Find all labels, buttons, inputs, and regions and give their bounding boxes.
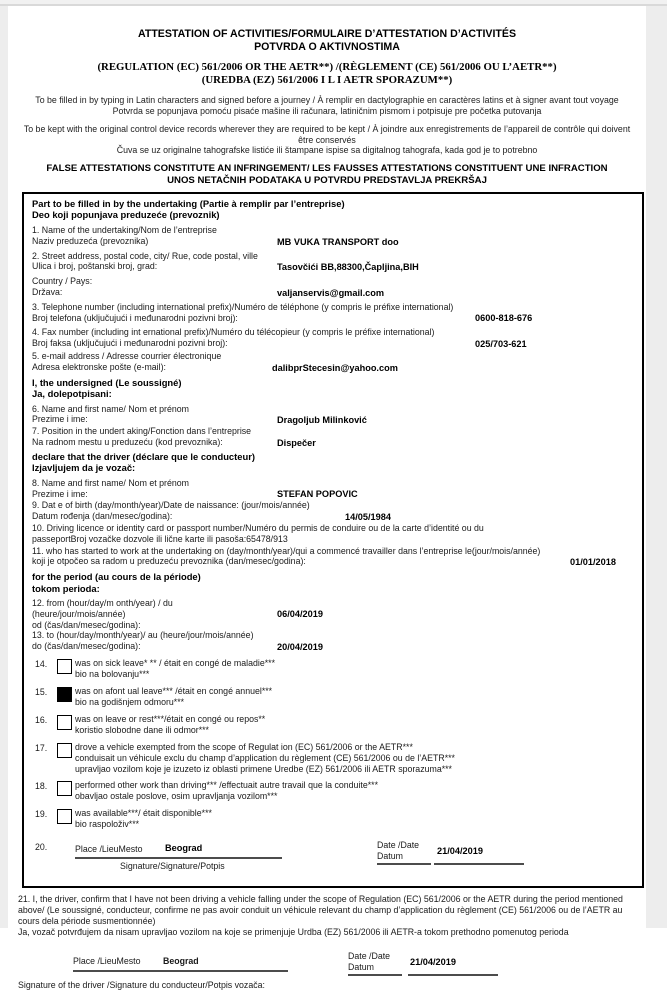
item-20-number: 20. xyxy=(35,842,48,853)
footer-signature-label: Signature of the driver /Signature du conducteur/Potpis vozača: xyxy=(18,979,265,990)
undertaking-form-box xyxy=(22,192,644,889)
section-declare-sr: Izjavljujem da je vozač: xyxy=(32,462,136,474)
section-period-en: for the period (au cours de la période) xyxy=(32,571,201,583)
checkbox-item-text xyxy=(75,808,634,830)
date-label-1: Date /Date xyxy=(377,840,420,851)
field-5-email: 5. e-mail address / Adresse courrier électronique Adresa elektronske pošte (e-mail): dalibprStecesin@yahoo.com xyxy=(32,350,398,373)
section-period-sr: tokom perioda: xyxy=(32,582,100,594)
activity-checkbox[interactable] xyxy=(57,715,72,730)
field-1-value: MB VUKA TRANSPORT doo xyxy=(277,236,399,247)
checkbox-item-label: conduisait un véhicule exclu du champ d’application du règlement (CE) 561/2006 ou de l’AETR*** xyxy=(75,752,455,763)
field-9-value: 14/05/1984 xyxy=(345,511,391,522)
checkbox-item-label: obavljao ostale poslove, osim upravljanja vozilom*** xyxy=(75,791,278,802)
checkbox-item-text xyxy=(75,742,634,774)
instruction-note-1b: Potvrda se popunjava pomoću pisaće mašine ili računara, latiničnim pismom i potpisuje pre početka putovanja xyxy=(112,105,542,116)
field-5-value: dalibprStecesin@yahoo.com xyxy=(272,362,398,373)
part-heading-sr: Deo koji popunjava preduzeće (prevoznik) xyxy=(32,209,220,221)
field-7-value: Dispečer xyxy=(277,437,316,448)
checkbox-item-text xyxy=(75,686,634,708)
field-13-to: 13. to (hour/day/month/year)/ au (heure/jour/mois/année) do (čas/dan/mesec/godina): 20/04/2019 xyxy=(32,630,323,653)
place-value: Beograd xyxy=(165,843,203,854)
checkbox-item-text xyxy=(75,658,634,680)
false-attestation-warning-1: FALSE ATTESTATIONS CONSTITUTE AN INFRINGEMENT/ LES FAUSSES ATTESTATIONS CONSTITUENT UNE INFRACTION xyxy=(46,162,608,174)
field-3-value: 0600-818-676 xyxy=(475,313,533,324)
checkbox-item-label: was on sick leave* ** / était en congé de maladie*** xyxy=(75,658,276,669)
checkbox-item xyxy=(32,780,634,802)
instruction-note-1a: To be filled in by typing in Latin characters and signed before a journey / À remplir en dactylographie en caractères latins et à signer avant tout voyage xyxy=(35,95,619,105)
field-2-street-address: 2. Street address, postal code, city/ Rue, code postal, ville Ulica i broj, poštanski broj, grad: Tasovčići BB,88300,Čapljina,BIH xyxy=(32,250,419,273)
date-underline[interactable] xyxy=(434,863,524,865)
instruction-note-2c: Čuva se uz originalne tahografske listiće ili štampane ispise sa digitalnog tahografa, kada god je to potrebno xyxy=(116,145,538,156)
footer-place-underline[interactable] xyxy=(73,970,288,972)
instruction-note-2b: être conservés xyxy=(298,134,356,145)
checkbox-item-number: 15. xyxy=(35,687,48,698)
field-9-birth-date: 9. Dat e of birth (day/month/year)/Date de naissance: (jour/mois/année) Datum rođenja (dan/mesec/godina): 14/05/1984 xyxy=(32,500,391,522)
footer-date-label-2: Datum xyxy=(348,961,374,972)
part-heading-en: Part to be filled in by the undertaking (Partie à remplir par l’entreprise) xyxy=(32,197,345,209)
field-10-licence-number: 10. Driving licence or identity card or passport number/Numéro du permis de conduire ou de la carte d’identité ou du passeportBroj vozačke dozvole ili lične karte ili pasoša:65478/913 xyxy=(32,522,484,544)
checkbox-item-label: bio raspoloživ*** xyxy=(75,819,140,830)
paragraph-21: 21. I, the driver, confirm that I have not been driving a vehicle falling under the scope of Regulation (EC) 561/2006 or the AETR during the period mentioned above/ (Le soussigné, conducteur, confirme ne pas avoir conduit un véhicule relevant du champ d’application du règlement (CE) 561/2006 ou de l’AETR au cours dela période susmentionnée) Ja, vozač potvrđujem da nisam upravljao vozilom na koje se primenjuje Urdba (EZ) 561/2006 ili AETR-a tokom prethodno pomenutog perioda xyxy=(18,894,623,937)
field-11-value: 01/01/2018 xyxy=(570,557,616,568)
field-6-name: 6. Name and first name/ Nom et prénom Prezime i ime: Dragoljub Milinković xyxy=(32,403,367,426)
checkbox-item-number: 17. xyxy=(35,743,48,754)
section-declare-en: declare that the driver (déclare que le conducteur) xyxy=(32,450,255,462)
field-8-value: STEFAN POPOVIC xyxy=(277,489,358,500)
field-2-value: Tasovčići BB,88300,Čapljina,BIH xyxy=(277,262,419,273)
field-country: Country / Pays: Država: valjanservis@gmail.com xyxy=(32,276,385,298)
regulation-line-1: (REGULATION (EC) 561/2006 OR THE AETR**) /(RÈGLEMENT (CE) 561/2006 OU L’AETR**) xyxy=(97,61,557,73)
checkbox-item-number: 16. xyxy=(35,715,48,726)
checkbox-item xyxy=(32,808,634,830)
checkbox-item-number: 14. xyxy=(35,659,48,670)
place-underline[interactable] xyxy=(75,857,282,859)
date-label-underline xyxy=(377,863,431,865)
checkbox-item-text xyxy=(75,780,634,802)
checkbox-item xyxy=(32,658,634,680)
regulation-line-2: (UREDBA (EZ) 561/2006 I L I AETR SPORAZUM**) xyxy=(201,74,453,86)
document-title-en-fr: ATTESTATION OF ACTIVITIES/FORMULAIRE D’ATTESTATION D’ACTIVITÉS xyxy=(137,28,517,40)
field-4-fax: 4. Fax number (including int ernational prefix)/Numéro du télécopieur (y compris le préfixe international) Broj faksa (uključujući i međunarodni pozivni broj): 025/703-621 xyxy=(32,327,527,349)
section-undersigned-sr: Ja, dolepotpisani: xyxy=(32,388,112,400)
footer-place-label: Place /LieuMesto xyxy=(73,955,141,966)
field-20-place-date xyxy=(32,840,634,880)
activity-checkbox[interactable] xyxy=(57,809,72,824)
document-title-sr: POTVRDA O AKTIVNOSTIMA xyxy=(254,41,400,53)
signature-label: Signature/Signature/Potpis xyxy=(120,861,225,872)
field-12-value: 06/04/2019 xyxy=(277,608,323,619)
field-country-value: valjanservis@gmail.com xyxy=(277,287,385,298)
false-attestation-warning-2: UNOS NETAČNIH PODATAKA U POTVRDU PREDSTAVLJA PREKRŠAJ xyxy=(167,174,487,186)
checkbox-item xyxy=(32,686,634,708)
checkbox-item-label: bio na bolovanju*** xyxy=(75,668,150,679)
date-value: 21/04/2019 xyxy=(437,846,483,857)
field-8-driver-name: 8. Name and first name/ Nom et prénom Prezime i ime: STEFAN POPOVIC xyxy=(32,477,358,500)
checkbox-item xyxy=(32,714,634,736)
scan-edge-right xyxy=(646,0,667,928)
field-7-position: 7. Position in the undert aking/Fonction dans l’entreprise Na radnom mestu u preduzeću (kod prevoznika): Dispečer xyxy=(32,426,316,448)
document-page xyxy=(8,6,646,1006)
field-13-value: 20/04/2019 xyxy=(277,642,323,653)
checkbox-item-label: koristio slobodne dane ili odmor*** xyxy=(75,724,209,735)
checkbox-item-number: 19. xyxy=(35,809,48,820)
field-3-telephone: 3. Telephone number (including international prefix)/Numéro de téléphone (y compris le préfixe international) Broj telefona (uključujući i međunarodni pozivni broj): 0600-818-676 xyxy=(32,301,533,324)
scan-edge-top xyxy=(0,0,667,6)
checkbox-list xyxy=(32,658,634,830)
field-4-value: 025/703-621 xyxy=(475,338,527,349)
footer-date-underline[interactable] xyxy=(408,974,498,976)
field-11-work-start: 11. who has started to work at the undertaking on (day/month/year)/qui a commencé travailler dans l’entreprise le(jour/mois/année) koji je otpočeo sa radom u preduzeću prevoznika (dan/mesec/godina): 01/01/2018 xyxy=(32,545,616,568)
instruction-note-2a: To be kept with the original control device records wherever they are required to be kept / À joindre aux enregistrements de l’appareil de contrôle qui doivent xyxy=(23,124,631,135)
checkbox-item-label: performed other work than driving*** /effectuait autre travail que la conduite*** xyxy=(75,780,379,791)
footer-date-label-1: Date /Date xyxy=(348,950,391,961)
footer-place-value: Beograd xyxy=(163,955,199,966)
checkbox-item-label: drove a vehicle exempted from the scope of Regulat ion (EC) 561/2006 or the AETR*** xyxy=(75,742,413,753)
section-undersigned-en: I, the undersigned (Le soussigné) xyxy=(32,376,182,388)
checkbox-item-label: was on afont ual leave*** /était en congé annuel*** xyxy=(75,686,273,697)
activity-checkbox[interactable] xyxy=(57,743,72,758)
field-6-value: Dragoljub Milinković xyxy=(277,415,367,426)
driver-signature-block xyxy=(18,948,636,1006)
activity-checkbox[interactable] xyxy=(57,687,72,702)
checkbox-item xyxy=(32,742,634,774)
field-1-undertaking-name: 1. Name of the undertaking/Nom de l’entreprise Naziv preduzeća (prevoznika) MB VUKA TRANSPORT doo xyxy=(32,224,399,247)
checkbox-item-label: upravljao vozilom koje je izuzeto iz oblasti primene Uredbe (EZ) 561/2006 ili AETR sporazuma*** xyxy=(75,763,452,774)
checkbox-item-label: was on leave or rest***/était en congé ou repos** xyxy=(75,714,266,725)
date-label-2: Datum xyxy=(377,851,403,862)
checkbox-item-text xyxy=(75,714,634,736)
checkbox-item-label: was available***/ était disponible*** xyxy=(75,808,212,819)
footer-date-label-underline xyxy=(348,974,402,976)
activity-checkbox[interactable] xyxy=(57,659,72,674)
place-label: Place /LieuMesto xyxy=(75,844,143,855)
field-12-from: 12. from (hour/day/m onth/year) / du (heure/jour/mois/année) od (čas/dan/mesec/godina): 06/04/2019 xyxy=(32,598,323,630)
scan-edge-left xyxy=(0,0,8,928)
checkbox-item-number: 18. xyxy=(35,781,48,792)
checkbox-item-label: bio na godišnjem odmoru*** xyxy=(75,696,185,707)
footer-date-value: 21/04/2019 xyxy=(410,956,456,967)
activity-checkbox[interactable] xyxy=(57,781,72,796)
